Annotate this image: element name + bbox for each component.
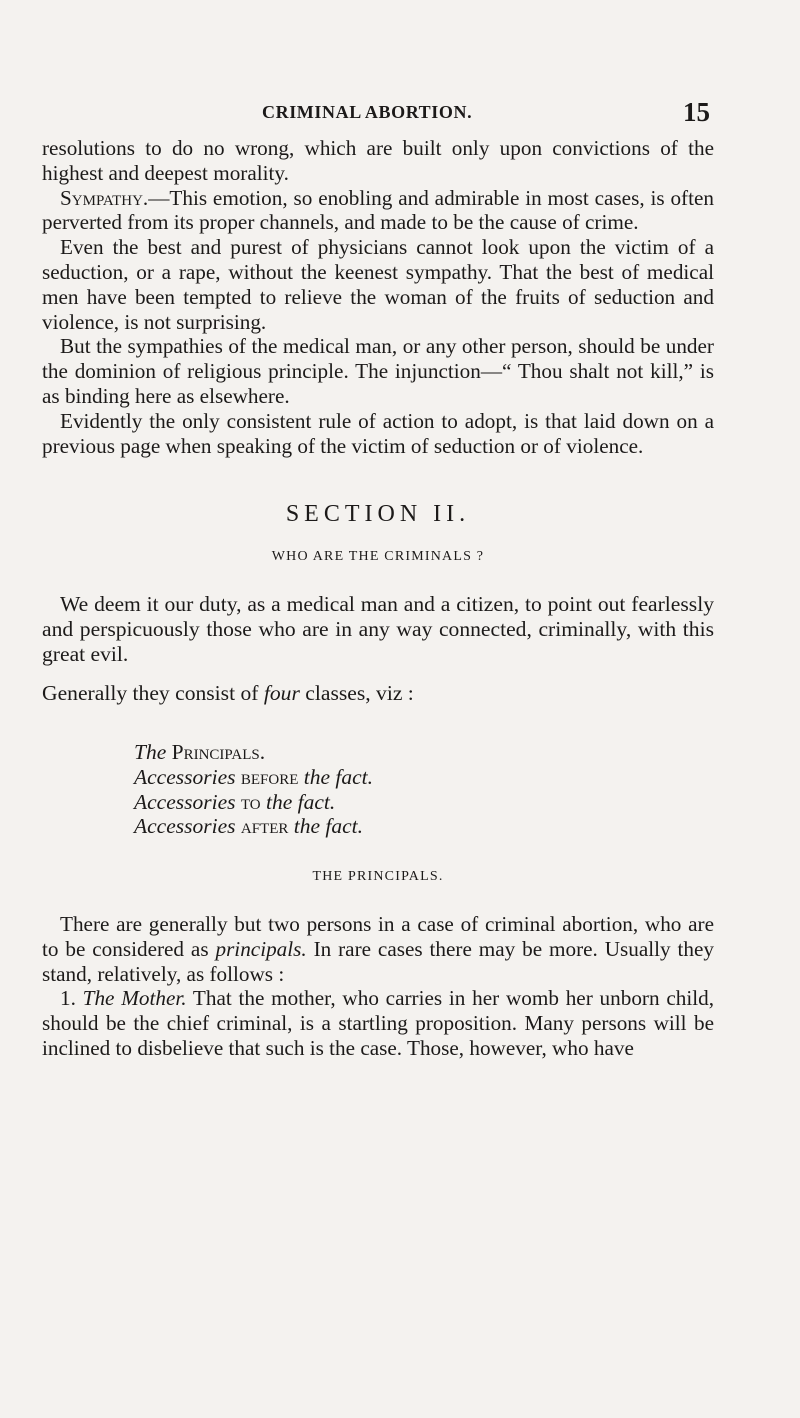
section-subheading: WHO ARE THE CRIMINALS ? — [271, 549, 485, 565]
principals-text-a: There are generally but two persons in a case of criminal abortion, who are to be considered as — [42, 911, 714, 961]
class-smallcaps: Principals. — [171, 739, 266, 764]
item-number: 1. — [60, 986, 76, 1011]
class-italic-a: Accessories — [134, 764, 236, 789]
paragraph-four-classes — [42, 681, 714, 706]
item-italic: The Mother. — [82, 986, 187, 1011]
running-title: CRIMINAL ABORTION. — [262, 102, 473, 122]
classes-prefix: Generally they consist of — [42, 680, 264, 705]
paragraph-physicians: Even the best and purest of physicians cannot look upon the victim of a seduction, or a rape, without the keenest sympathy. That the best of medical men have been tempted to relieve the woman of the fruits of seduction and violence, is not surprising. — [42, 235, 714, 334]
paragraph-mother — [42, 986, 714, 1060]
section-heading: SECTION II. — [285, 501, 471, 528]
class-italic-b: the fact. — [265, 789, 336, 814]
class-italic-b: the fact. — [293, 814, 364, 839]
classes-list — [42, 740, 714, 839]
sympathy-text: This emotion, so enobling and admirable in most cases, is often perverted from its proper channels, and made to be the cause of crime. — [42, 185, 714, 235]
principals-text-b: In rare cases there may be more. Usually they stand, relatively, as follows : — [42, 936, 715, 986]
class-smallcaps: to — [240, 789, 261, 814]
class-italic-b: the fact. — [303, 764, 374, 789]
class-item-before — [134, 765, 714, 790]
class-italic-a: Accessories — [134, 789, 236, 814]
classes-count: four — [263, 680, 300, 705]
paragraph-duty: We deem it our duty, as a medical man and a citizen, to point out fearlessly and perspicuously those who are in any way connected, criminally, with this great evil. — [42, 591, 714, 666]
paragraph-resolutions: resolutions to do no wrong, which are built only upon convictions of the highest and deepest morality. — [42, 136, 714, 185]
principals-heading: THE PRINCIPALS. — [312, 869, 444, 885]
paragraph-sympathy: Sympathy.—This emotion, so enobling and admirable in most cases, is often perverted from its proper channels, and made to be the cause of crime. — [42, 185, 714, 235]
principals-italic: principals. — [215, 936, 307, 961]
class-italic-a: The — [134, 739, 167, 764]
paragraph-principals — [42, 912, 714, 986]
class-smallcaps: before — [240, 764, 299, 789]
paragraph-consistent-rule: Evidently the only consistent rule of action to adopt, is that laid down on a previous page when speaking of the victim of seduction or of violence. — [42, 408, 714, 458]
class-item-principals — [134, 740, 714, 765]
paragraph-religious-principle: But the sympathies of the medical man, or any other person, should be under the dominion of religious principle. The injunction—“ Thou shalt not kill,” is as binding here as elsewhere. — [42, 334, 714, 408]
classes-suffix: classes, viz : — [299, 680, 414, 705]
class-item-after — [134, 814, 714, 839]
page-number: 15 — [683, 97, 710, 127]
body-text — [42, 136, 714, 1061]
running-head — [0, 97, 800, 130]
class-italic-a: Accessories — [134, 814, 236, 839]
sympathy-label: Sympathy. — [60, 185, 149, 210]
class-smallcaps: after — [240, 814, 289, 839]
class-item-to — [134, 790, 714, 815]
item-text: That the mother, who carries in her womb her unborn child, should be the chief criminal, is a startling proposition. Many persons will be inclined to disbelieve that such is the case. Those, however, who have — [42, 986, 714, 1060]
